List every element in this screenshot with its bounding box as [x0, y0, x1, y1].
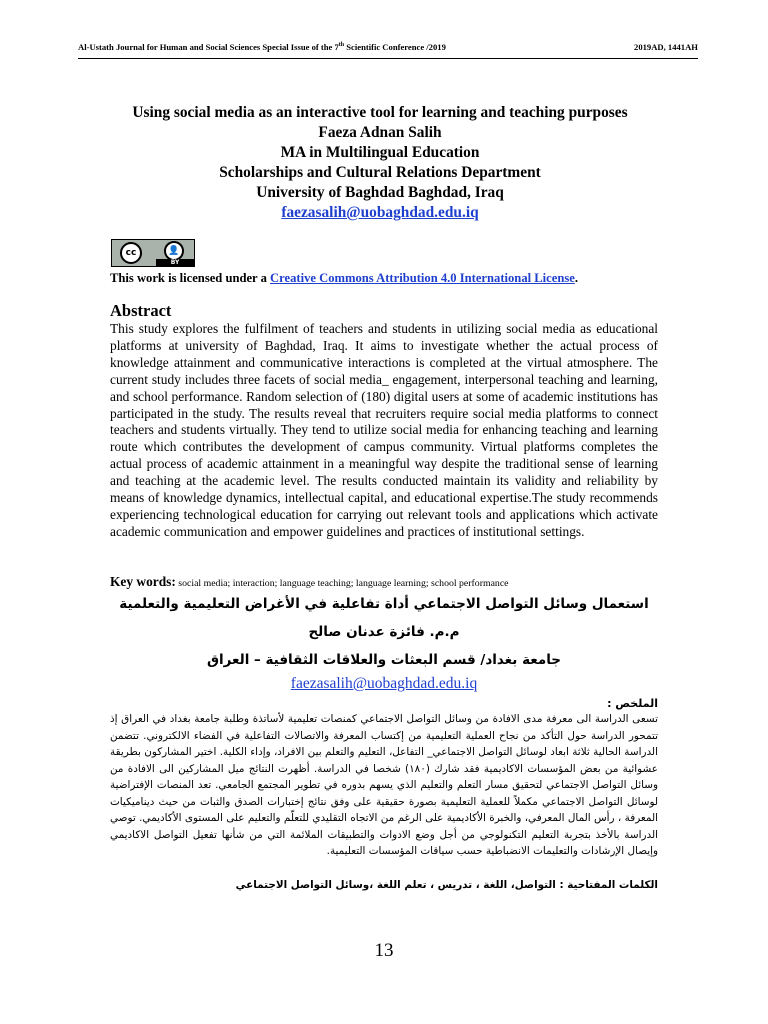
abstract-body: This study explores the fulfilment of teachers and students in utilizing social media as educational platforms at university of Baghdad, Iraq. It aims to investigate whether the actual process of knowledge attainment and communicative interactions is completed at the virtual atmosphere. The current study includes three facets of social media_ engagement, interpersonal teaching and learning, and school performance. Random selection of (180) digital users at some of academic institutions has participated in the study. The results reveal that recruiters require social media platforms to connect teachers and students virtually. They tend to utilize social media for enhancing teaching and learning route which contributes the development of campus community. Virtual platforms completes the actual process of academic attainment in a meaningful way despite the traditional sense of learning and teaching at the academic level. The results conducted maintain its validity and reliability by means of knowledge dynamics, intellectual capital, and educational expertise.The study recommends experiencing technological education for carrying out relevant tools and applications which activate academic communication and empower guidelines and practices of institutional settings. — [110, 321, 658, 539]
header-rule — [78, 58, 698, 59]
keywords-line — [110, 574, 670, 590]
journal-title: Al-Ustath Journal for Human and Social Sciences Special Issue of the 7th Scientific Conference /2019 — [78, 42, 446, 52]
author-degree: MA in Multilingual Education — [280, 144, 480, 161]
arabic-abstract-label: الملخص : — [607, 697, 658, 710]
keywords-label: Key words: — [110, 574, 176, 589]
attribution-person-icon: 👤 — [164, 241, 184, 261]
author-university: University of Baghdad Baghdad, Iraq — [256, 184, 504, 201]
arabic-email-link[interactable]: faezasalih@uobaghdad.edu.iq — [290, 675, 478, 692]
by-label: BY — [156, 259, 194, 267]
keywords-text: social media; interaction; language teaching; language learning; school performance — [175, 578, 509, 589]
abstract-heading: Abstract — [110, 301, 172, 320]
arabic-abstract-body: تسعى الدراسة الى معرفة مدى الافادة من وسائل التواصل الاجتماعي كمنصات تعليمية لأساتذة وطلبة جامعة بغداد في العراق إذ تتمحور الدراسة حول التأكد من نجاح العملية التعليمية من إكتساب المعرفة والاتصالات التفاعلية في الفضاء الالكتروني. تتضمن الدراسة الحالية ثلاثة ابعاد لوسائل التواصل الاجتماعي_ التفاعل، التعليم والتعلم بين الافراد، وإداء الكلية. اختير المشاركون بطريقة عشوائية من بعض المؤسسات الاكاديمية فقد شارك (١٨٠) شخصا في الدراسة. أظهرت النتائج ميل المشاركين الى الافادة من وسائل التواصل الاجتماعي لتحقيق مسار التعلم والتعليم الذي يسهم بدوره في تطوير المجتمع الجامعي. تعد المنصات الإفتراضية لوسائل التواصل الاجتماعي مكملاً للعملية التعليمية بصورة حقيقية على وفق نتائج إختبارات الصدق والثبات من حيث ديناميكيات المعرفة ، رأس المال المعرفي، والخبرة الأكاديمية على الرغم من الاتجاه التقليدي للتعلّم والتعليم على المستوى الأكاديمي. توصي الدراسة بالأخذ بتجربة التعليم التكنولوجي من أجل وضع الادوات والتطبيقات الملائمة التي من شأنها تفعيل التواصل الاكاديمي وإيصال الإرشادات والتعليمات الانضباطية حسب سياقات المؤسسات التعليمية. — [110, 713, 659, 858]
title-block — [112, 103, 648, 223]
arabic-keywords: الكلمات المفتاحية : التواصل، اللغة ، تدريس ، تعلم اللغة ،وسائل التواصل الاجتماعي — [235, 879, 658, 891]
author-name: Faeza Adnan Salih — [318, 124, 442, 141]
arabic-title: استعمال وسائل التواصل الاجتماعي أداة تفاعلية في الأغراض التعليمية والتعلمية — [119, 596, 649, 612]
author-email-link[interactable]: faezasalih@uobaghdad.edu.iq — [281, 204, 479, 221]
cc-license-badge[interactable] — [111, 239, 195, 267]
running-header — [78, 42, 698, 52]
cc-icon: cc — [120, 242, 142, 264]
arabic-author: م.م. فائزة عدنان صالح — [308, 624, 460, 640]
arabic-affiliation: جامعة بغداد/ قسم البعثات والعلاقات الثقافية – العراق — [206, 652, 562, 668]
license-statement: This work is licensed under a Creative Commons Attribution 4.0 International License. — [110, 271, 578, 285]
issue-date: 2019AD, 1441AH — [634, 42, 698, 52]
author-department: Scholarships and Cultural Relations Department — [219, 164, 541, 181]
page-number: 13 — [374, 940, 394, 961]
license-link[interactable]: Creative Commons Attribution 4.0 International License — [270, 271, 575, 285]
paper-title: Using social media as an interactive tool for learning and teaching purposes — [132, 104, 628, 121]
